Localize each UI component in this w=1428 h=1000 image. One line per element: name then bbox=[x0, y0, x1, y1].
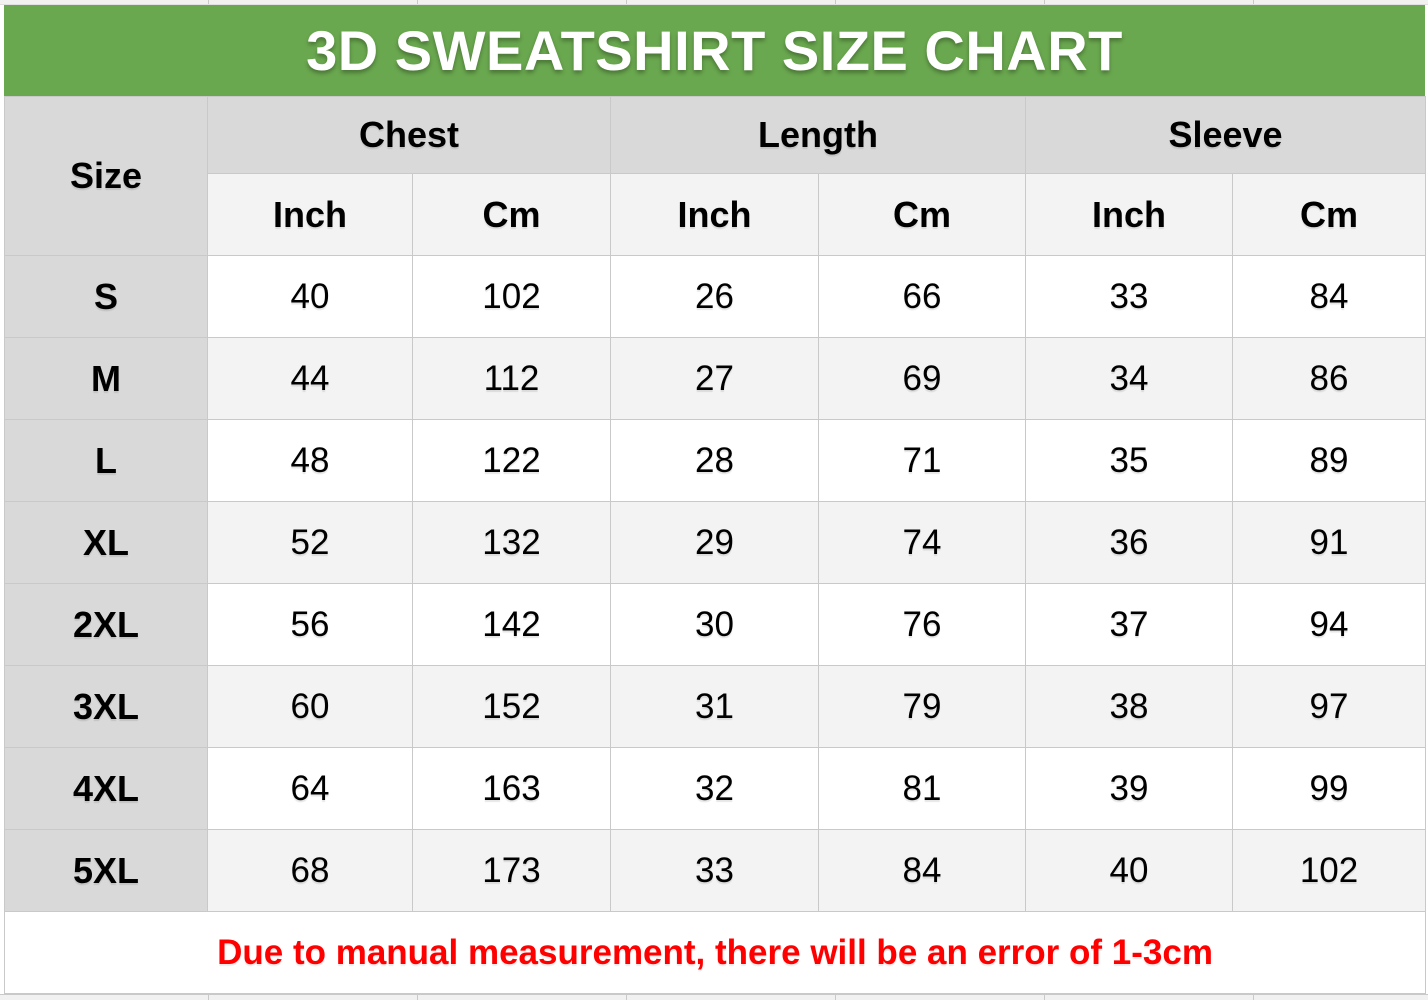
measurement-note: Due to manual measurement, there will be an error of 1-3cm bbox=[217, 932, 1213, 972]
size-value-cell: 40 bbox=[208, 256, 413, 338]
table-row bbox=[5, 256, 1426, 338]
unit-header-inch: Inch bbox=[1026, 174, 1233, 256]
size-value-cell: 99 bbox=[1233, 748, 1426, 830]
size-value-cell: 28 bbox=[611, 420, 819, 502]
size-value-cell: 69 bbox=[819, 338, 1026, 420]
table-row bbox=[5, 338, 1426, 420]
row-header-size: S bbox=[5, 256, 208, 338]
unit-header-inch: Inch bbox=[208, 174, 413, 256]
size-value-cell: 86 bbox=[1233, 338, 1426, 420]
size-value-cell: 35 bbox=[1026, 420, 1233, 502]
table-row bbox=[5, 502, 1426, 584]
size-value-cell: 132 bbox=[413, 502, 611, 584]
row-header-size: 3XL bbox=[5, 666, 208, 748]
size-value-cell: 142 bbox=[413, 584, 611, 666]
column-header-size: Size bbox=[5, 97, 208, 256]
chart-title-bar bbox=[4, 5, 1425, 96]
size-value-cell: 38 bbox=[1026, 666, 1233, 748]
size-value-cell: 84 bbox=[819, 830, 1026, 912]
size-value-cell: 60 bbox=[208, 666, 413, 748]
row-header-size: M bbox=[5, 338, 208, 420]
size-value-cell: 163 bbox=[413, 748, 611, 830]
size-value-cell: 39 bbox=[1026, 748, 1233, 830]
size-value-cell: 79 bbox=[819, 666, 1026, 748]
size-value-cell: 152 bbox=[413, 666, 611, 748]
size-value-cell: 40 bbox=[1026, 830, 1233, 912]
column-header-chest: Chest bbox=[208, 97, 611, 174]
unit-header-cm: Cm bbox=[1233, 174, 1426, 256]
table-row bbox=[5, 830, 1426, 912]
size-value-cell: 33 bbox=[611, 830, 819, 912]
size-value-cell: 44 bbox=[208, 338, 413, 420]
row-header-size: L bbox=[5, 420, 208, 502]
table-row bbox=[5, 584, 1426, 666]
size-value-cell: 89 bbox=[1233, 420, 1426, 502]
size-value-cell: 26 bbox=[611, 256, 819, 338]
page-title: 3D SWEATSHIRT SIZE CHART bbox=[306, 19, 1123, 82]
size-value-cell: 56 bbox=[208, 584, 413, 666]
size-value-cell: 122 bbox=[413, 420, 611, 502]
unit-header-cm: Cm bbox=[413, 174, 611, 256]
row-header-size: XL bbox=[5, 502, 208, 584]
size-value-cell: 30 bbox=[611, 584, 819, 666]
size-value-cell: 71 bbox=[819, 420, 1026, 502]
table-row bbox=[5, 748, 1426, 830]
size-value-cell: 112 bbox=[413, 338, 611, 420]
size-value-cell: 33 bbox=[1026, 256, 1233, 338]
column-header-sleeve: Sleeve bbox=[1026, 97, 1426, 174]
size-value-cell: 36 bbox=[1026, 502, 1233, 584]
spreadsheet-grid-strip-bottom bbox=[0, 994, 1428, 1000]
size-value-cell: 102 bbox=[413, 256, 611, 338]
measurement-note-cell bbox=[5, 912, 1426, 994]
size-value-cell: 34 bbox=[1026, 338, 1233, 420]
size-value-cell: 84 bbox=[1233, 256, 1426, 338]
size-value-cell: 48 bbox=[208, 420, 413, 502]
row-header-size: 4XL bbox=[5, 748, 208, 830]
size-value-cell: 76 bbox=[819, 584, 1026, 666]
size-value-cell: 81 bbox=[819, 748, 1026, 830]
unit-header-inch: Inch bbox=[611, 174, 819, 256]
size-value-cell: 91 bbox=[1233, 502, 1426, 584]
size-value-cell: 97 bbox=[1233, 666, 1426, 748]
size-value-cell: 52 bbox=[208, 502, 413, 584]
size-value-cell: 27 bbox=[611, 338, 819, 420]
size-value-cell: 64 bbox=[208, 748, 413, 830]
size-chart-sheet bbox=[0, 5, 1428, 994]
size-value-cell: 31 bbox=[611, 666, 819, 748]
size-value-cell: 68 bbox=[208, 830, 413, 912]
size-value-cell: 66 bbox=[819, 256, 1026, 338]
size-chart-table bbox=[4, 96, 1426, 994]
unit-header-cm: Cm bbox=[819, 174, 1026, 256]
size-value-cell: 94 bbox=[1233, 584, 1426, 666]
size-value-cell: 29 bbox=[611, 502, 819, 584]
size-value-cell: 74 bbox=[819, 502, 1026, 584]
table-row bbox=[5, 420, 1426, 502]
row-header-size: 5XL bbox=[5, 830, 208, 912]
row-header-size: 2XL bbox=[5, 584, 208, 666]
column-header-length: Length bbox=[611, 97, 1026, 174]
table-row bbox=[5, 666, 1426, 748]
size-value-cell: 173 bbox=[413, 830, 611, 912]
size-value-cell: 37 bbox=[1026, 584, 1233, 666]
size-value-cell: 32 bbox=[611, 748, 819, 830]
size-value-cell: 102 bbox=[1233, 830, 1426, 912]
